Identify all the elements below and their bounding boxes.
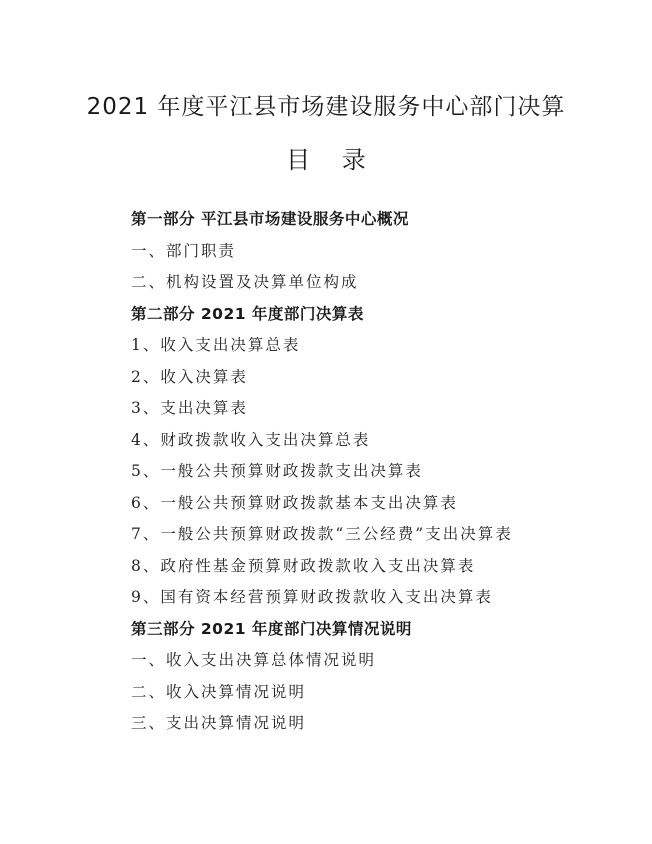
- document-title: 2021 年度平江县市场建设服务中心部门决算: [86, 94, 566, 120]
- toc-item: 1、收入支出决算总表: [131, 336, 301, 354]
- toc-item: 6、一般公共预算财政拨款基本支出决算表: [131, 493, 458, 512]
- toc-item: 7、一般公共预算财政拨款“三公经费”支出决算表: [131, 525, 513, 543]
- toc-item: 9、国有资本经营预算财政拨款收入支出决算表: [131, 588, 493, 606]
- toc-part-2-title: 第二部分 2021 年度部门决算表: [131, 304, 364, 323]
- toc-item: 8、政府性基金预算财政拨款收入支出决算表: [131, 556, 476, 575]
- table-of-contents: [131, 204, 601, 740]
- toc-item: 三、支出决算情况说明: [131, 714, 307, 732]
- toc-item: 二、机构设置及决算单位构成: [131, 273, 359, 291]
- toc-heading: 目 录: [286, 146, 378, 174]
- toc-item: 二、收入决算情况说明: [131, 682, 307, 701]
- toc-item: 一、收入支出决算总体情况说明: [131, 651, 377, 669]
- toc-part-1-title: 第一部分 平江县市场建设服务中心概况: [131, 210, 409, 228]
- toc-item: 一、部门职责: [131, 241, 237, 260]
- toc-item: 3、支出决算表: [131, 399, 248, 417]
- toc-item: 5、一般公共预算财政拨款支出决算表: [131, 462, 423, 480]
- toc-part-3-title: 第三部分 2021 年度部门决算情况说明: [131, 619, 412, 638]
- toc-item: 4、财政拨款收入支出决算总表: [131, 430, 371, 449]
- toc-item: 2、收入决算表: [131, 367, 248, 386]
